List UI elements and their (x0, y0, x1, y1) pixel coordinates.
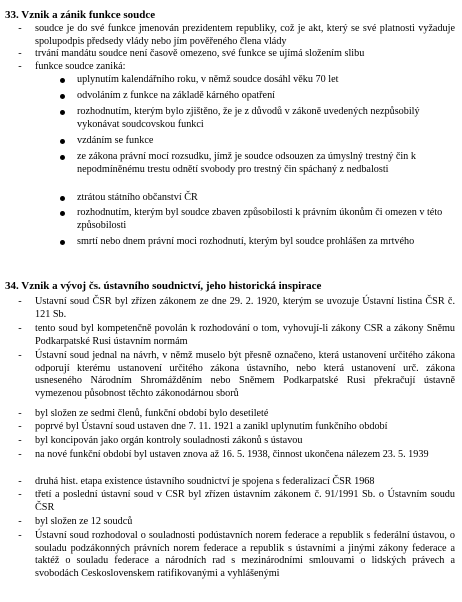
dash-marker: - (18, 48, 22, 59)
item-text: byl koncipován jako orgán kontroly souladnosti zákonů s ústavou (35, 435, 303, 446)
dash-marker: - (18, 408, 22, 419)
dash-marker: - (18, 296, 22, 307)
dash-marker: - (18, 476, 22, 487)
item-text: funkce soudce zaniká: (35, 61, 126, 72)
dash-marker: - (18, 435, 22, 446)
item-text: poprvé byl Ústavní soud ustaven dne 7. 11. 1921 a zanikl uplynutím funkčního období (35, 421, 388, 432)
item-text: rozhodnutím, kterým bylo zjištěno, že je z důvodů v zákoně uvedených nezpůsobilý vykonávat soudcovskou funkci (77, 106, 420, 130)
bullet-icon (60, 139, 65, 144)
item-text: ztrátou státního občanství ČR (77, 192, 198, 203)
item-text: třetí a poslední ústavní soud v CSR byl zřízen ústavním zákonem č. 91/1991 Sb. o Ústavním soudu ČSR (35, 489, 455, 513)
bullet-icon (60, 155, 65, 160)
dash-marker: - (18, 23, 22, 34)
dash-marker: - (18, 449, 22, 460)
item-text: na nové funkční období byl ustaven znova až 16. 5. 1938, činnost ukončena nálezem 23. 5. 1939 (35, 449, 429, 460)
dash-marker: - (18, 530, 22, 541)
dash-marker: - (18, 323, 22, 334)
item-text: soudce je do své funkce jmenován prezidentem republiky, což je akt, který se své platnosti vyžaduje spolupodpis předsedy vlády nebo jím pověřeného člena vlády (35, 23, 455, 47)
item-text: vzdáním se funkce (77, 135, 154, 146)
bullet-icon (60, 94, 65, 99)
bullet-icon (60, 211, 65, 216)
item-text: byl složen ze 12 soudců (35, 516, 133, 527)
item-text: uplynutím kalendářního roku, v němž soudce dosáhl věku 70 let (77, 74, 339, 85)
item-text: byl složen ze sedmi členů, funkční období bylo desetileté (35, 408, 269, 419)
item-text: trvání mandátu soudce není časově omezeno, své funkce se ujímá složením slibu (35, 48, 365, 59)
bullet-icon (60, 196, 65, 201)
item-text: rozhodnutím, kterým byl soudce zbaven způsobilosti k právním úkonům či omezen v této způsobilosti (77, 207, 443, 231)
item-text: odvoláním z funkce na základě kárného opatření (77, 90, 276, 101)
dash-marker: - (18, 61, 22, 72)
bullet-icon (60, 240, 65, 245)
bullet-icon (60, 110, 65, 115)
bullet-icon (60, 78, 65, 83)
dash-marker: - (18, 489, 22, 500)
section-33-heading: 33. Vznik a zánik funkce soudce (5, 9, 156, 21)
item-text: Ustavní soud ČSR byl zřízen zákonem ze dne 29. 2. 1920, kterým se uvozuje Ústavní listina ČSR č. 121 Sb. (35, 296, 455, 320)
dash-marker: - (18, 350, 22, 361)
dash-marker: - (18, 516, 22, 527)
item-text: smrtí nebo dnem právní moci rozhodnutí, kterým byl soudce prohlášen za mrtvého (77, 236, 415, 247)
item-text: Ústavní soud rozhodoval o souladnosti podústavních norem federace a republik s federální ústavou, o souladu podzákonných právních norem federace a republik s ústavními a jinými zákony federace a taktéž o souladu federace a národních rad s mezinárodními smlouvami o lidských právech a svobodách Ceskoslovenskem ratifikovanými a vyhlášenými (35, 530, 455, 579)
item-text: Ústavní soud jednal na návrh, v němž muselo být přesně označeno, která ustanovení určitého zákona odporují kterému ustanovení určitého zákona ústavního, nebo která ustanovení urč. zákona usneseného Národním Shromážděním nebo Sněmem Podkarpatské Rusi překračují ústavně vymezenou působnost těchto zákonodárnou sborů (35, 350, 455, 399)
item-text: tento soud byl kompetenčně povolán k rozhodování o tom, vyhovují-li zákony CSR a zákony Sněmu Podkarpatské Rusi ústavním normám (35, 323, 455, 347)
section-34-heading: 34. Vznik a vývoj čs. ústavního soudnictví, jeho historická inspirace (5, 280, 322, 292)
item-text: druhá hist. etapa existence ústavního soudnictví je spojena s federalizací ČSR 1968 (35, 476, 375, 487)
item-text: ze zákona právní mocí rozsudku, jímž je soudce odsouzen za úmyslný trestný čin k nepodmíněnému trestu odnětí svobody pro trestný čin spáchaný z nedbalosti (77, 151, 416, 175)
dash-marker: - (18, 421, 22, 432)
